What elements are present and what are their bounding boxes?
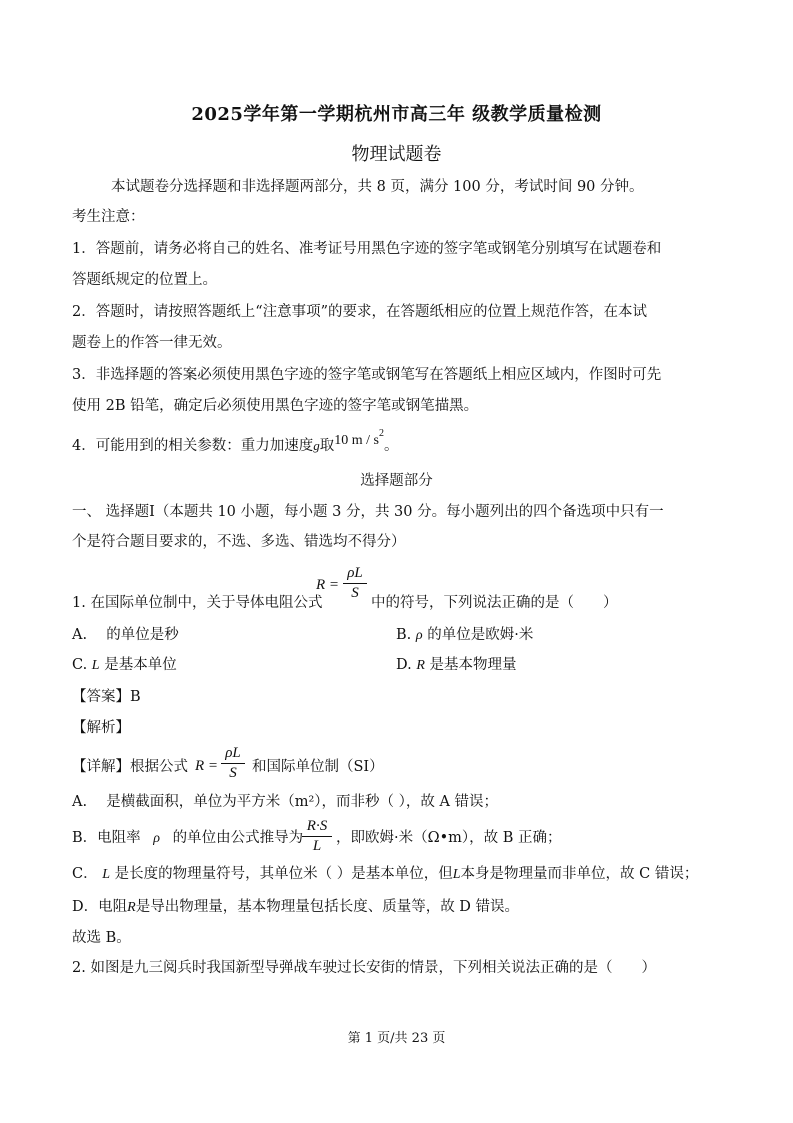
q1-explain-c-mid: 是长度的物理量符号，其单位米（ ）是基本单位，但 — [114, 866, 453, 882]
page-footer: 第 1 页/共 23 页 — [347, 1031, 446, 1046]
q1-stem-post: 中的符号，下列说法正确的是（ ） — [371, 595, 618, 611]
notice-3a: 3．非选择题的答案必须使用黑色字迹的签字笔或钢笔写在答题纸上相应区域内，作图时可先 — [72, 367, 662, 383]
symbol-rho: ρ — [153, 831, 160, 846]
notice-4 — [72, 428, 399, 454]
part1-line-b: 个是符合题目要求的，不选、多选、错选均不得分） — [72, 534, 406, 550]
q1-stem-pre: 1. 在国际单位制中，关于导体电阻公式 — [72, 595, 323, 611]
symbol-r: R — [416, 658, 425, 673]
symbol-r: R — [127, 900, 136, 915]
q1-option-b-letter: B. — [396, 627, 412, 643]
intro-line: 本试题卷分选择题和非选择题两部分，共 8 页，满分 100 分，考试时间 90 分钟。 — [111, 179, 644, 195]
q1-explain-c — [72, 867, 698, 882]
notice-2b: 题卷上的作答一律无效。 — [72, 335, 232, 351]
exam-title: 2025学年第一学期杭州市高三年 级教学质量检测 — [191, 104, 602, 125]
q1-explain-c-post: 本身是物理量而非单位，故 C 错误； — [460, 866, 699, 882]
q1-explain-b-pre — [72, 831, 303, 846]
notice-1a: 1．答题前，请务必将自己的姓名、准考证号用黑色字迹的签字笔或钢笔分别填写在试题卷和 — [72, 241, 662, 257]
notice-4-text: 4．可能用到的相关参数：重力加速度 — [72, 437, 314, 454]
q1-option-c-text: 是基本单位 — [104, 657, 177, 673]
symbol-g: g — [313, 437, 320, 453]
exam-subtitle: 物理试题卷 — [351, 144, 442, 165]
q1-option-d-text: 是基本物理量 — [429, 657, 517, 673]
fraction-bar — [221, 763, 245, 764]
q1-formula-den: S — [351, 585, 359, 601]
q1-option-d-letter: D. — [396, 657, 412, 673]
q1-explain-d-text: D．电阻 — [72, 899, 128, 915]
q1-option-c — [72, 658, 177, 673]
symbol-l: L — [91, 658, 100, 673]
q1-explain-b-mid: 的单位由公式推导为 — [172, 830, 304, 846]
q1-option-b-text: 的单位是欧姆·米 — [427, 627, 534, 643]
q1-detail-den: S — [229, 765, 237, 781]
fraction-bar — [343, 583, 367, 584]
g-exponent: 2 — [378, 428, 384, 439]
notice-label: 考生注意： — [72, 209, 145, 225]
fraction-bar — [302, 836, 332, 837]
q1-formula-num: ρL — [347, 565, 363, 581]
q1-formula-lhs: R = — [316, 577, 340, 593]
q1-explain-b-fraction — [302, 818, 332, 855]
q1-detail-num: ρL — [225, 745, 241, 761]
q1-option-b — [396, 628, 533, 643]
q1-explain-b-den: L — [312, 838, 322, 854]
notice-1b: 答题纸规定的位置上。 — [72, 272, 217, 288]
q1-explain-c-letter: C． — [72, 866, 98, 882]
q1-answer — [72, 690, 141, 705]
q1-explain-b-num: R·S — [306, 818, 328, 834]
q2-stem: 2. 如图是九三阅兵时我国新型导弹战车驶过长安街的情景，下列相关说法正确的是（ ） — [72, 960, 656, 976]
g-value: 10 m / s — [334, 432, 379, 448]
q1-formula-fraction — [343, 565, 367, 602]
notice-2a: 2．答题时，请按照答题纸上“注意事项”的要求，在答题纸相应的位置上规范作答，在本试 — [72, 304, 648, 320]
notice-3b: 使用 2B 铅笔，确定后必须使用黑色字迹的签字笔或钢笔描黑。 — [72, 398, 479, 414]
part1-line-a: 一、 选择题Ⅰ（本题共 10 小题，每小题 3 分，共 30 分。每小题列出的四个备选项中只有一 — [72, 504, 664, 520]
q1-option-c-letter: C. — [72, 657, 88, 673]
answer-label: 【答案】 — [72, 689, 130, 705]
notice-4-end: 。 — [383, 437, 399, 454]
q1-option-d — [396, 658, 517, 673]
q1-detail-label: 【详解】根据公式 — [72, 759, 188, 775]
q1-detail-formula-lhs: R = — [195, 758, 219, 774]
symbol-rho: ρ — [415, 628, 423, 643]
notice-4-take: 取 — [319, 437, 335, 454]
q1-explain-d — [72, 900, 519, 915]
q1-conclusion: 故选 B。 — [72, 930, 131, 946]
symbol-l: L — [102, 867, 111, 882]
q1-explain-b-post: ，即欧姆·米（Ω•m），故 B 正确； — [336, 830, 562, 846]
section-heading: 选择题部分 — [360, 473, 433, 489]
q1-option-a: A. 的单位是秒 — [72, 627, 179, 643]
answer-value: B — [130, 689, 141, 705]
q1-explain-b-text: B．电阻率 — [72, 830, 141, 846]
q1-detail-fraction — [221, 745, 245, 782]
q1-detail-post: 和国际单位制（SI） — [252, 759, 384, 775]
symbol-l: L — [452, 867, 461, 882]
q1-explain-a: A. 是横截面积，单位为平方米（m²），而非秒（ ），故 A 错误； — [72, 794, 499, 810]
q1-analysis-label: 【解析】 — [72, 720, 130, 736]
q1-explain-d-post: 是导出物理量，基本物理量包括长度、质量等，故 D 错误。 — [135, 899, 520, 915]
